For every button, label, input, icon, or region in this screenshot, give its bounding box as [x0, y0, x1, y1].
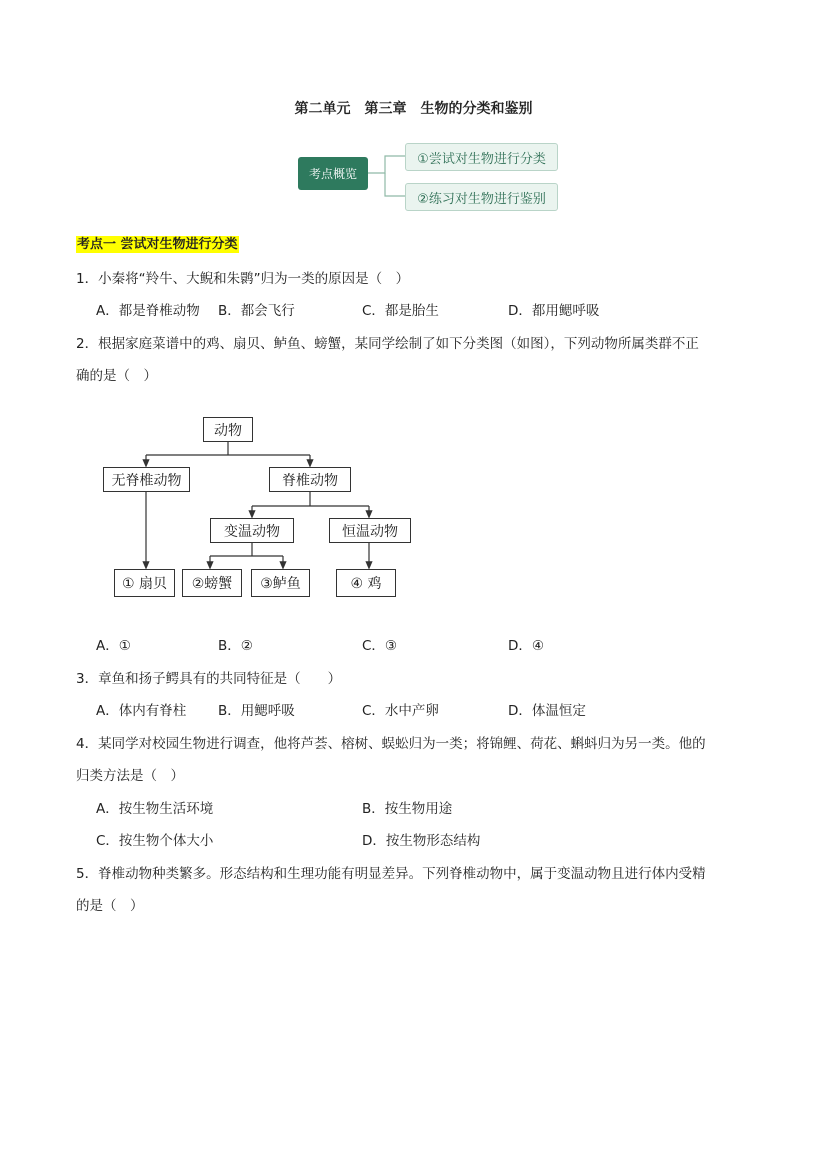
- question-4-option-d: D．按生物形态结构: [362, 833, 481, 849]
- question-2-stem-line2: 确的是（ ）: [76, 368, 157, 384]
- question-2-option-c: C．③: [362, 638, 398, 654]
- question-3-option-b: B．用鳃呼吸: [218, 703, 295, 719]
- question-1-option-c: C．都是胎生: [362, 303, 439, 319]
- question-2-option-d: D．④: [508, 638, 544, 654]
- question-1-option-a: A．都是脊椎动物: [96, 303, 200, 319]
- diagram-leaf-crab: ②螃蟹: [182, 569, 242, 597]
- section-heading: 考点一 尝试对生物进行分类: [77, 237, 238, 252]
- question-3-option-c: C．水中产卵: [362, 703, 439, 719]
- question-5-stem-line1: 5．脊椎动物种类繁多。形态结构和生理功能有明显差异。下列脊椎动物中，属于变温动物且进行体内受精: [76, 866, 706, 882]
- question-3-stem: 3．章鱼和扬子鳄具有的共同特征是（ ）: [76, 671, 342, 687]
- question-4-stem-line2: 归类方法是（ ）: [76, 768, 184, 784]
- question-2-stem-line1: 2．根据家庭菜谱中的鸡、扇贝、鲈鱼、螃蟹，某同学绘制了如下分类图（如图），下列动物所属类群不正: [76, 336, 699, 352]
- diagram-leaf-chicken: ④ 鸡: [336, 569, 396, 597]
- diagram-node-warm-blooded: 恒温动物: [329, 518, 411, 543]
- mindmap-item-classify: ①尝试对生物进行分类: [405, 143, 558, 171]
- diagram-node-animal: 动物: [203, 417, 253, 442]
- question-3-option-a: A．体内有脊柱: [96, 703, 187, 719]
- diagram-leaf-scallop: ① 扇贝: [114, 569, 175, 597]
- question-4-option-c: C．按生物个体大小: [96, 833, 214, 849]
- mindmap-item-identify: ②练习对生物进行鉴别: [405, 183, 558, 211]
- question-3-option-d: D．体温恒定: [508, 703, 586, 719]
- question-4-option-a: A．按生物生活环境: [96, 801, 214, 817]
- diagram-node-vertebrate: 脊椎动物: [269, 467, 351, 492]
- question-2-option-b: B．②: [218, 638, 253, 654]
- page-title: 第二单元 第三章 生物的分类和鉴别: [294, 101, 533, 117]
- question-5-stem-line2: 的是（ ）: [76, 898, 144, 914]
- question-1-option-b: B．都会飞行: [218, 303, 295, 319]
- question-1-stem: 1．小秦将“羚牛、大鲵和朱鹮”归为一类的原因是（ ）: [76, 271, 410, 287]
- question-4-stem-line1: 4．某同学对校园生物进行调查，他将芦荟、榕树、蜈蚣归为一类；将锦鲤、荷花、蝌蚪归为另一类。他的: [76, 736, 706, 752]
- diagram-node-invertebrate: 无脊椎动物: [103, 467, 190, 492]
- diagram-leaf-perch: ③鲈鱼: [251, 569, 310, 597]
- question-2-option-a: A．①: [96, 638, 131, 654]
- question-4-option-b: B．按生物用途: [362, 801, 453, 817]
- diagram-node-cold-blooded: 变温动物: [210, 518, 294, 543]
- question-1-option-d: D．都用鳃呼吸: [508, 303, 600, 319]
- mindmap-root: 考点概览: [298, 157, 368, 190]
